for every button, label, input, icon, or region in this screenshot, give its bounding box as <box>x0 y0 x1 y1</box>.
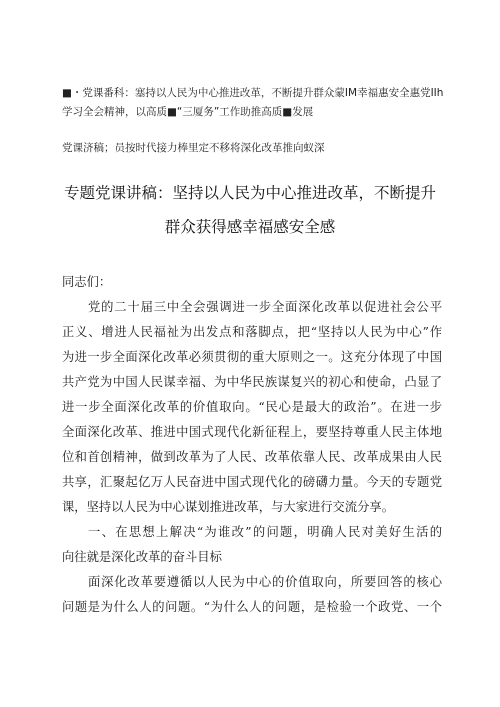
paragraph-line: 课，坚持以人民为中心谋划推进改革，与大家进行交流分享。 <box>62 500 395 514</box>
document-title-line-1: 专题党课讲稿：坚持以人民为中心推进改革，不断提升 <box>63 184 436 202</box>
paragraph-line: 全面深化改革、推进中国式现代化新征程上，要坚持尊重人民主体地 <box>62 425 442 439</box>
document-title-line-2: 群众获得感幸福感安全感 <box>164 218 336 236</box>
greeting: 同志们： <box>62 275 112 289</box>
paragraph-line: 进一步全面深化改革的价值取向。“民心是最大的政治”。在进一步 <box>62 400 442 414</box>
section-heading-line: 向往就是深化改革的奋斗目标 <box>62 550 222 564</box>
paragraph-line: 正义、增进人民福祉为出发点和落脚点，把“坚持以人民为中心”作 <box>62 325 442 339</box>
paragraph-line: 位和首创精神，做到改革为了人民、改革依靠人民、改革成果由人民 <box>62 450 442 464</box>
paragraph-line: 为进一步全面深化改革必须贯彻的重大原则之一。这充分体现了中国 <box>62 350 442 364</box>
paragraph-line: 共享，汇聚起亿万人民奋进中国式现代化的磅礴力量。今天的专题党 <box>62 475 442 489</box>
header-line-2: 学习全会精神，以高质■“三厦务”工作助推高质■发展 <box>62 106 314 118</box>
paragraph-line: 面深化改革要遵循以人民为中心的价值取向，所要回答的核心 <box>88 575 442 589</box>
paragraph-line: 共产党为中国人民谋幸福、为中华民族谋复兴的初心和使命，凸显了 <box>62 375 442 389</box>
paragraph-line: 问题是为什么人的问题。“为什么人的问题，是检验一个政党、一个 <box>62 600 442 614</box>
section-heading-line: 一、在思想上解决“为谁改”的问题，明确人民对美好生活的 <box>88 525 442 539</box>
header-line-3: 党课济稿；员按时代接力棒里定不移将深化改革推向蚁深 <box>62 142 325 154</box>
paragraph-line: 党的二十届三中全会强调进一步全面深化改革以促进社会公平 <box>88 300 442 314</box>
header-line-1: ■・党课番科：塞持以人民为中心推进改革，不断提升群众蒙IM幸福惠安全惠党IIh <box>62 87 444 99</box>
